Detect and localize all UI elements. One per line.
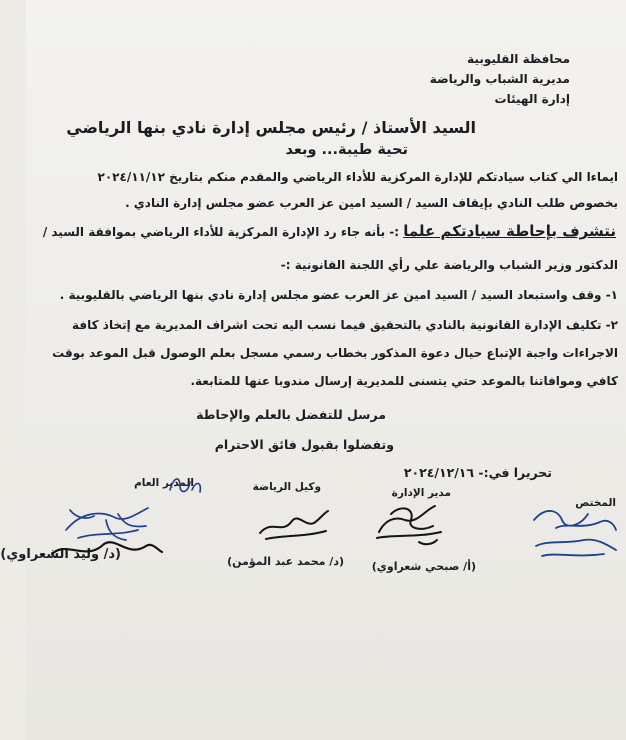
honor-rest: :- بأنه جاء رد الإدارة المركزية للأداء الرياضي بموافقة السيد /	[42, 225, 400, 239]
sports-deputy-title: وكيل الرياضة	[252, 481, 321, 493]
general-manager-name: (د/ وليد الشعراوي)	[0, 547, 121, 562]
general-manager-black-scribble	[46, 532, 166, 566]
item-2-line2: الاجراءات واجبة الإتباع حيال دعوة المذكور بخطاب رسمي مسجل بعلم الوصول قبل الموعد بوقت	[52, 346, 618, 360]
honor-phrase: نتشرف بإحاطة سيادتكم علما	[403, 222, 616, 240]
item-2-line3: كافي وموافاتنا بالموعد حتي يتسنى للمديرية إرسال مندوبا عنها للمتابعة.	[190, 374, 618, 388]
department-manager-name: (أ/ صبحي شعراوي)	[371, 560, 476, 573]
para1-line1: ايماءا الي كتاب سيادتكم للإدارة المركزية للأداء الرياضي والمقدم منكم بتاريخ ٢٠٢٤/١١/١٢	[97, 170, 618, 184]
honor-line	[43, 222, 616, 240]
minister-line: الدكتور وزير الشباب والرياضة علي رأي اللجنة القانونية :-	[280, 258, 618, 272]
letter-recipient: السيد الأستاذ / رئيس مجلس إدارة نادي بنها الرياضي	[66, 118, 476, 137]
item-2-line1: ٢- تكليف الإدارة القانونية بالنادي بالتحقيق فيما نسب اليه تحت اشراف المديرية مع إتخاذ كافة	[72, 318, 618, 332]
department-manager-title: مدير الإدارة	[391, 487, 451, 499]
para1-line2: بخصوص طلب النادي بإيقاف السيد / السيد امين عز العرب عضو مجلس إدارة النادي .	[125, 196, 618, 210]
letter-greeting: تحية طيبة... وبعد	[285, 142, 408, 158]
specialist-signature	[526, 500, 622, 564]
sports-deputy-signature	[254, 505, 334, 545]
header-governorate: محافظة القليوبية	[467, 52, 570, 66]
general-manager-title: المدير العام	[134, 477, 194, 489]
general-manager-initial-signature	[166, 470, 206, 500]
date-line: تحريرا في:- ٢٠٢٤/١٢/١٦	[403, 465, 552, 480]
closing-line1: مرسل للتفضل بالعلم والإحاطة	[196, 407, 386, 422]
header-department: إدارة الهيئات	[494, 92, 570, 106]
item-1: ١- وقف واستبعاد السيد / السيد امين عز العرب عضو مجلس إدارة نادي بنها الرياضي بالقليوبية .	[59, 288, 618, 302]
department-manager-signature	[371, 498, 461, 553]
closing-line2: وتفضلوا بقبول فائق الاحترام	[214, 437, 394, 452]
header-directorate: مديرية الشباب والرياضة	[429, 72, 570, 86]
sports-deputy-name: (د/ محمد عبد المؤمن)	[227, 555, 344, 568]
specialist-title: المختص	[575, 497, 616, 509]
